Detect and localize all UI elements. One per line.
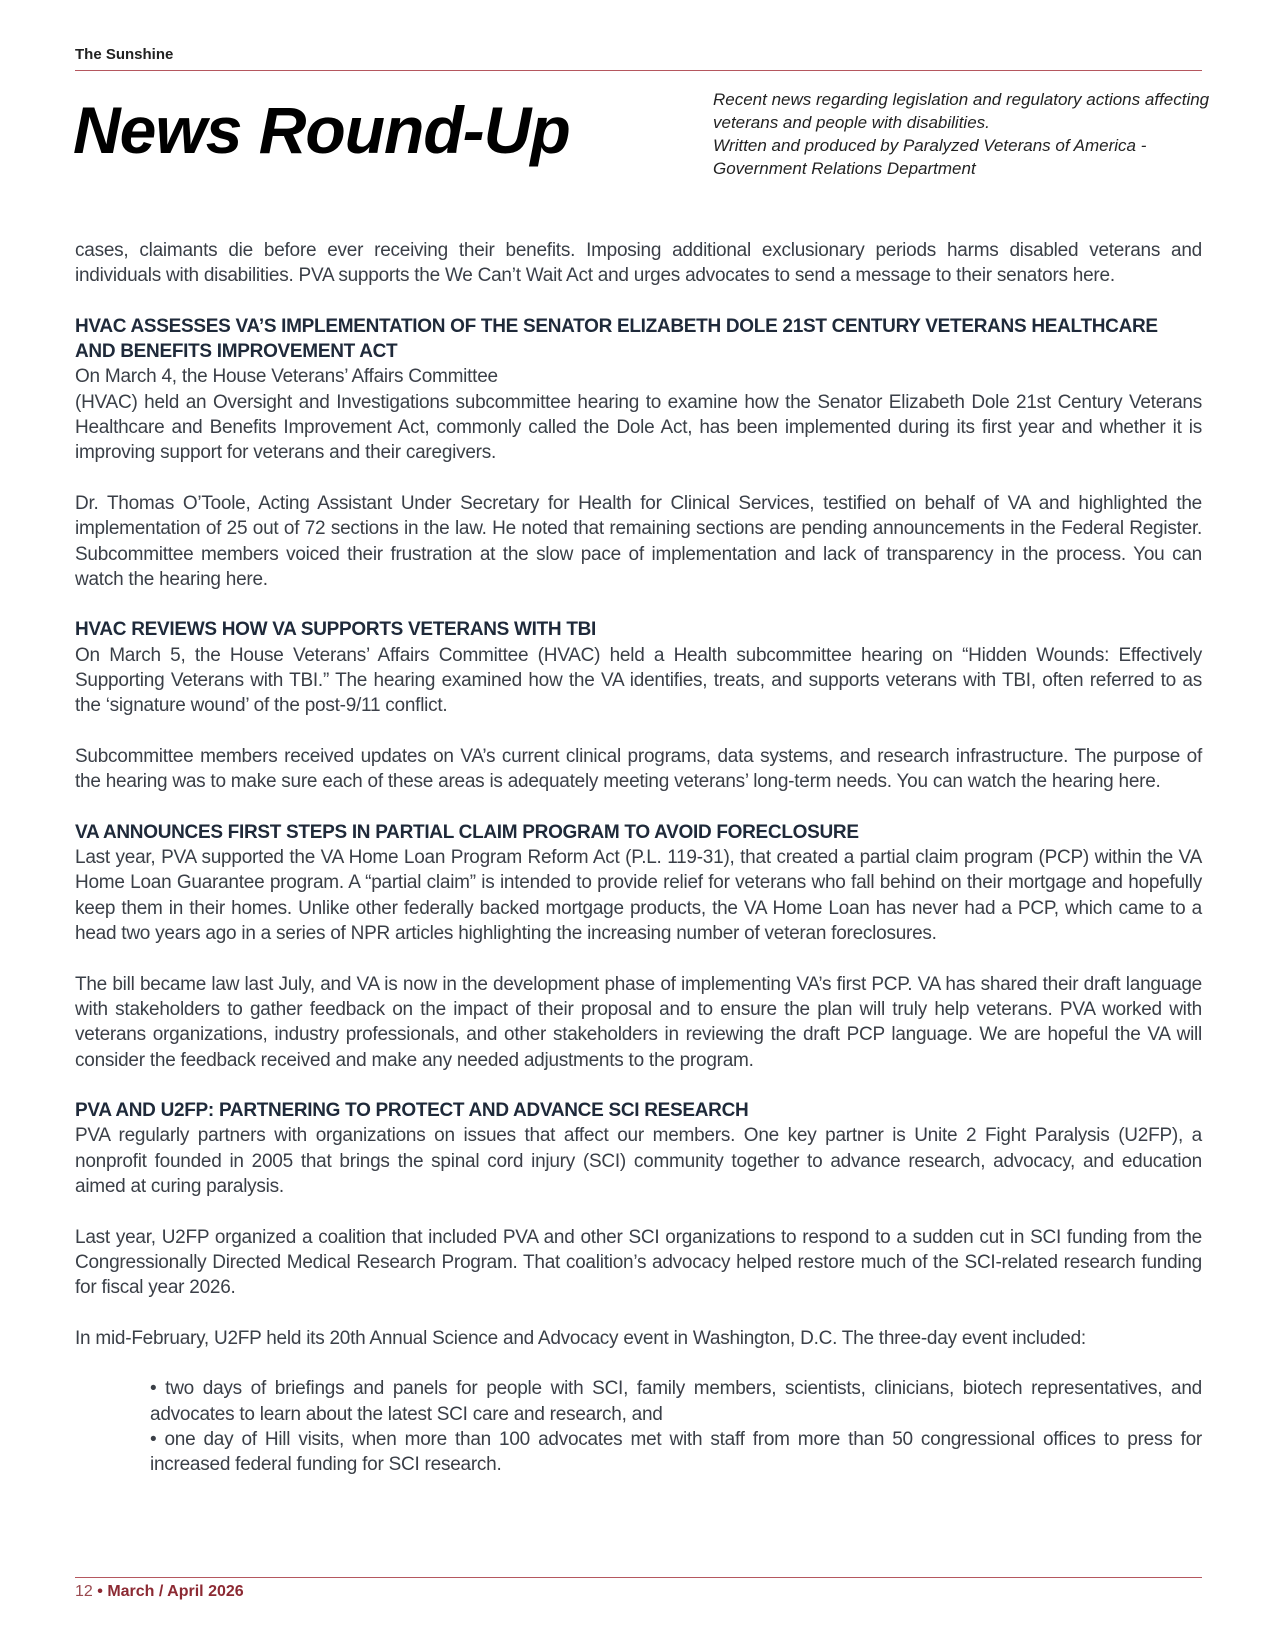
paragraph: On March 5, the House Veterans’ Affairs Committee (HVAC) held a Health subcommittee hearing on “Hidden Wounds: Effectively Supporting Veterans with TBI.” The hearing examined how the VA identifies, treats, and supports veterans with TBI, often referred to as the ‘signature wound’ of the post-9/11 conflict. — [75, 644, 1202, 717]
bullet-list — [150, 1376, 1202, 1477]
page-number: 12 — [75, 1583, 93, 1600]
intro-paragraph: cases, claimants die before ever receiving their benefits. Imposing additional exclusionary periods harms disabled veterans and individuals with disabilities. PVA supports the We Can’t Wait Act and urges advocates to send a message to their senators here. — [75, 240, 1202, 287]
paragraph: Last year, U2FP organized a coalition that included PVA and other SCI organizations to respond to a sudden cut in SCI funding from the Congressionally Directed Medical Research Program. That coalition’s advocacy helped restore much of the SCI-related research funding for fiscal year 2026. — [75, 1226, 1202, 1299]
subtitle-line: Written and produced by Paralyzed Veterans of America - Government Relations Department — [713, 136, 1147, 178]
article-body — [75, 238, 1202, 1478]
article-heading: HVAC REVIEWS HOW VA SUPPORTS VETERANS WITH TBI — [75, 619, 597, 641]
article-heading: VA ANNOUNCES FIRST STEPS IN PARTIAL CLAIM PROGRAM TO AVOID FORECLOSURE — [75, 821, 859, 843]
footer — [75, 1583, 244, 1601]
issue-date: March / April 2026 — [107, 1583, 244, 1600]
article-heading: PVA AND U2FP: PARTNERING TO PROTECT AND ADVANCE SCI RESEARCH — [75, 1100, 749, 1122]
paragraph: On March 4, the House Veterans’ Affairs Committee — [75, 366, 498, 388]
bullet-item: • one day of Hill visits, when more than 100 advocates met with staff from more than 50 congressional offices to press for increased federal funding for SCI research. — [150, 1428, 1202, 1476]
subtitle — [713, 88, 1213, 180]
paragraph: Subcommittee members received updates on VA’s current clinical programs, data systems, and research infrastructure. The purpose of the hearing was to make sure each of these areas is adequately meeting veterans’ long-term needs. You can watch the hearing here. — [75, 745, 1202, 793]
header-rule — [75, 70, 1202, 71]
paragraph: Dr. Thomas O’Toole, Acting Assistant Under Secretary for Health for Clinical Services, testified on behalf of VA and highlighted the implementation of 25 out of 72 sections in the law. He noted that remaining sections are pending announcements in the Federal Register. Subcommittee members voiced their frustration at the slow pace of implementation and lack of transparency in the process. You can watch the hearing here. — [75, 492, 1202, 590]
bullet-item: • two days of briefings and panels for people with SCI, family members, scientists, clinicians, biotech representatives, and advocates to learn about the latest SCI care and research, and — [150, 1378, 1202, 1425]
running-title: The Sunshine — [75, 46, 174, 63]
paragraph: In mid-February, U2FP held its 20th Annual Science and Advocacy event in Washington, D.C. The three-day event included: — [75, 1327, 1086, 1349]
footer-rule — [75, 1577, 1202, 1578]
article-heading: HVAC ASSESSES VA’S IMPLEMENTATION OF THE SENATOR ELIZABETH DOLE 21ST CENTURY VETERANS HEALTHCARE AND BENEFITS IMPROVEMENT ACT — [75, 315, 1158, 363]
subtitle-line: Recent news regarding legislation and regulatory actions affecting veterans and people with disabilities. — [713, 90, 1210, 132]
paragraph: PVA regularly partners with organizations on issues that affect our members. One key partner is Unite 2 Fight Paralysis (U2FP), a nonprofit founded in 2005 that brings the spinal cord injury (SCI) community together to advance research, advocacy, and education aimed at curing paralysis. — [75, 1125, 1202, 1197]
paragraph: Last year, PVA supported the VA Home Loan Program Reform Act (P.L. 119-31), that created a partial claim program (PCP) within the VA Home Loan Guarantee program. A “partial claim” is intended to provide relief for veterans who fall behind on their mortgage and hopefully keep them in their homes. Unlike other federally backed mortgage products, the VA Home Loan has never had a PCP, which came to a head two years ago in a series of NPR articles highlighting the increasing number of veteran foreclosures. — [75, 847, 1202, 945]
footer-separator: • — [97, 1583, 103, 1600]
page-title: News Round-Up — [73, 93, 570, 167]
paragraph: The bill became law last July, and VA is now in the development phase of implementing VA’s first PCP. VA has shared their draft language with stakeholders to gather feedback on the impact of their proposal and to ensure the plan will truly help veterans. PVA worked with veterans organizations, industry professionals, and other stakeholders in reviewing the draft PCP language. We are hopeful the VA will consider the feedback received and make any needed adjustments to the program. — [75, 973, 1202, 1071]
paragraph: (HVAC) held an Oversight and Investigations subcommittee hearing to examine how the Senator Elizabeth Dole 21st Century Veterans Healthcare and Benefits Improvement Act, commonly called the Dole Act, has been implemented during its first year and whether it is improving support for veterans and their caregivers. — [75, 391, 1202, 464]
